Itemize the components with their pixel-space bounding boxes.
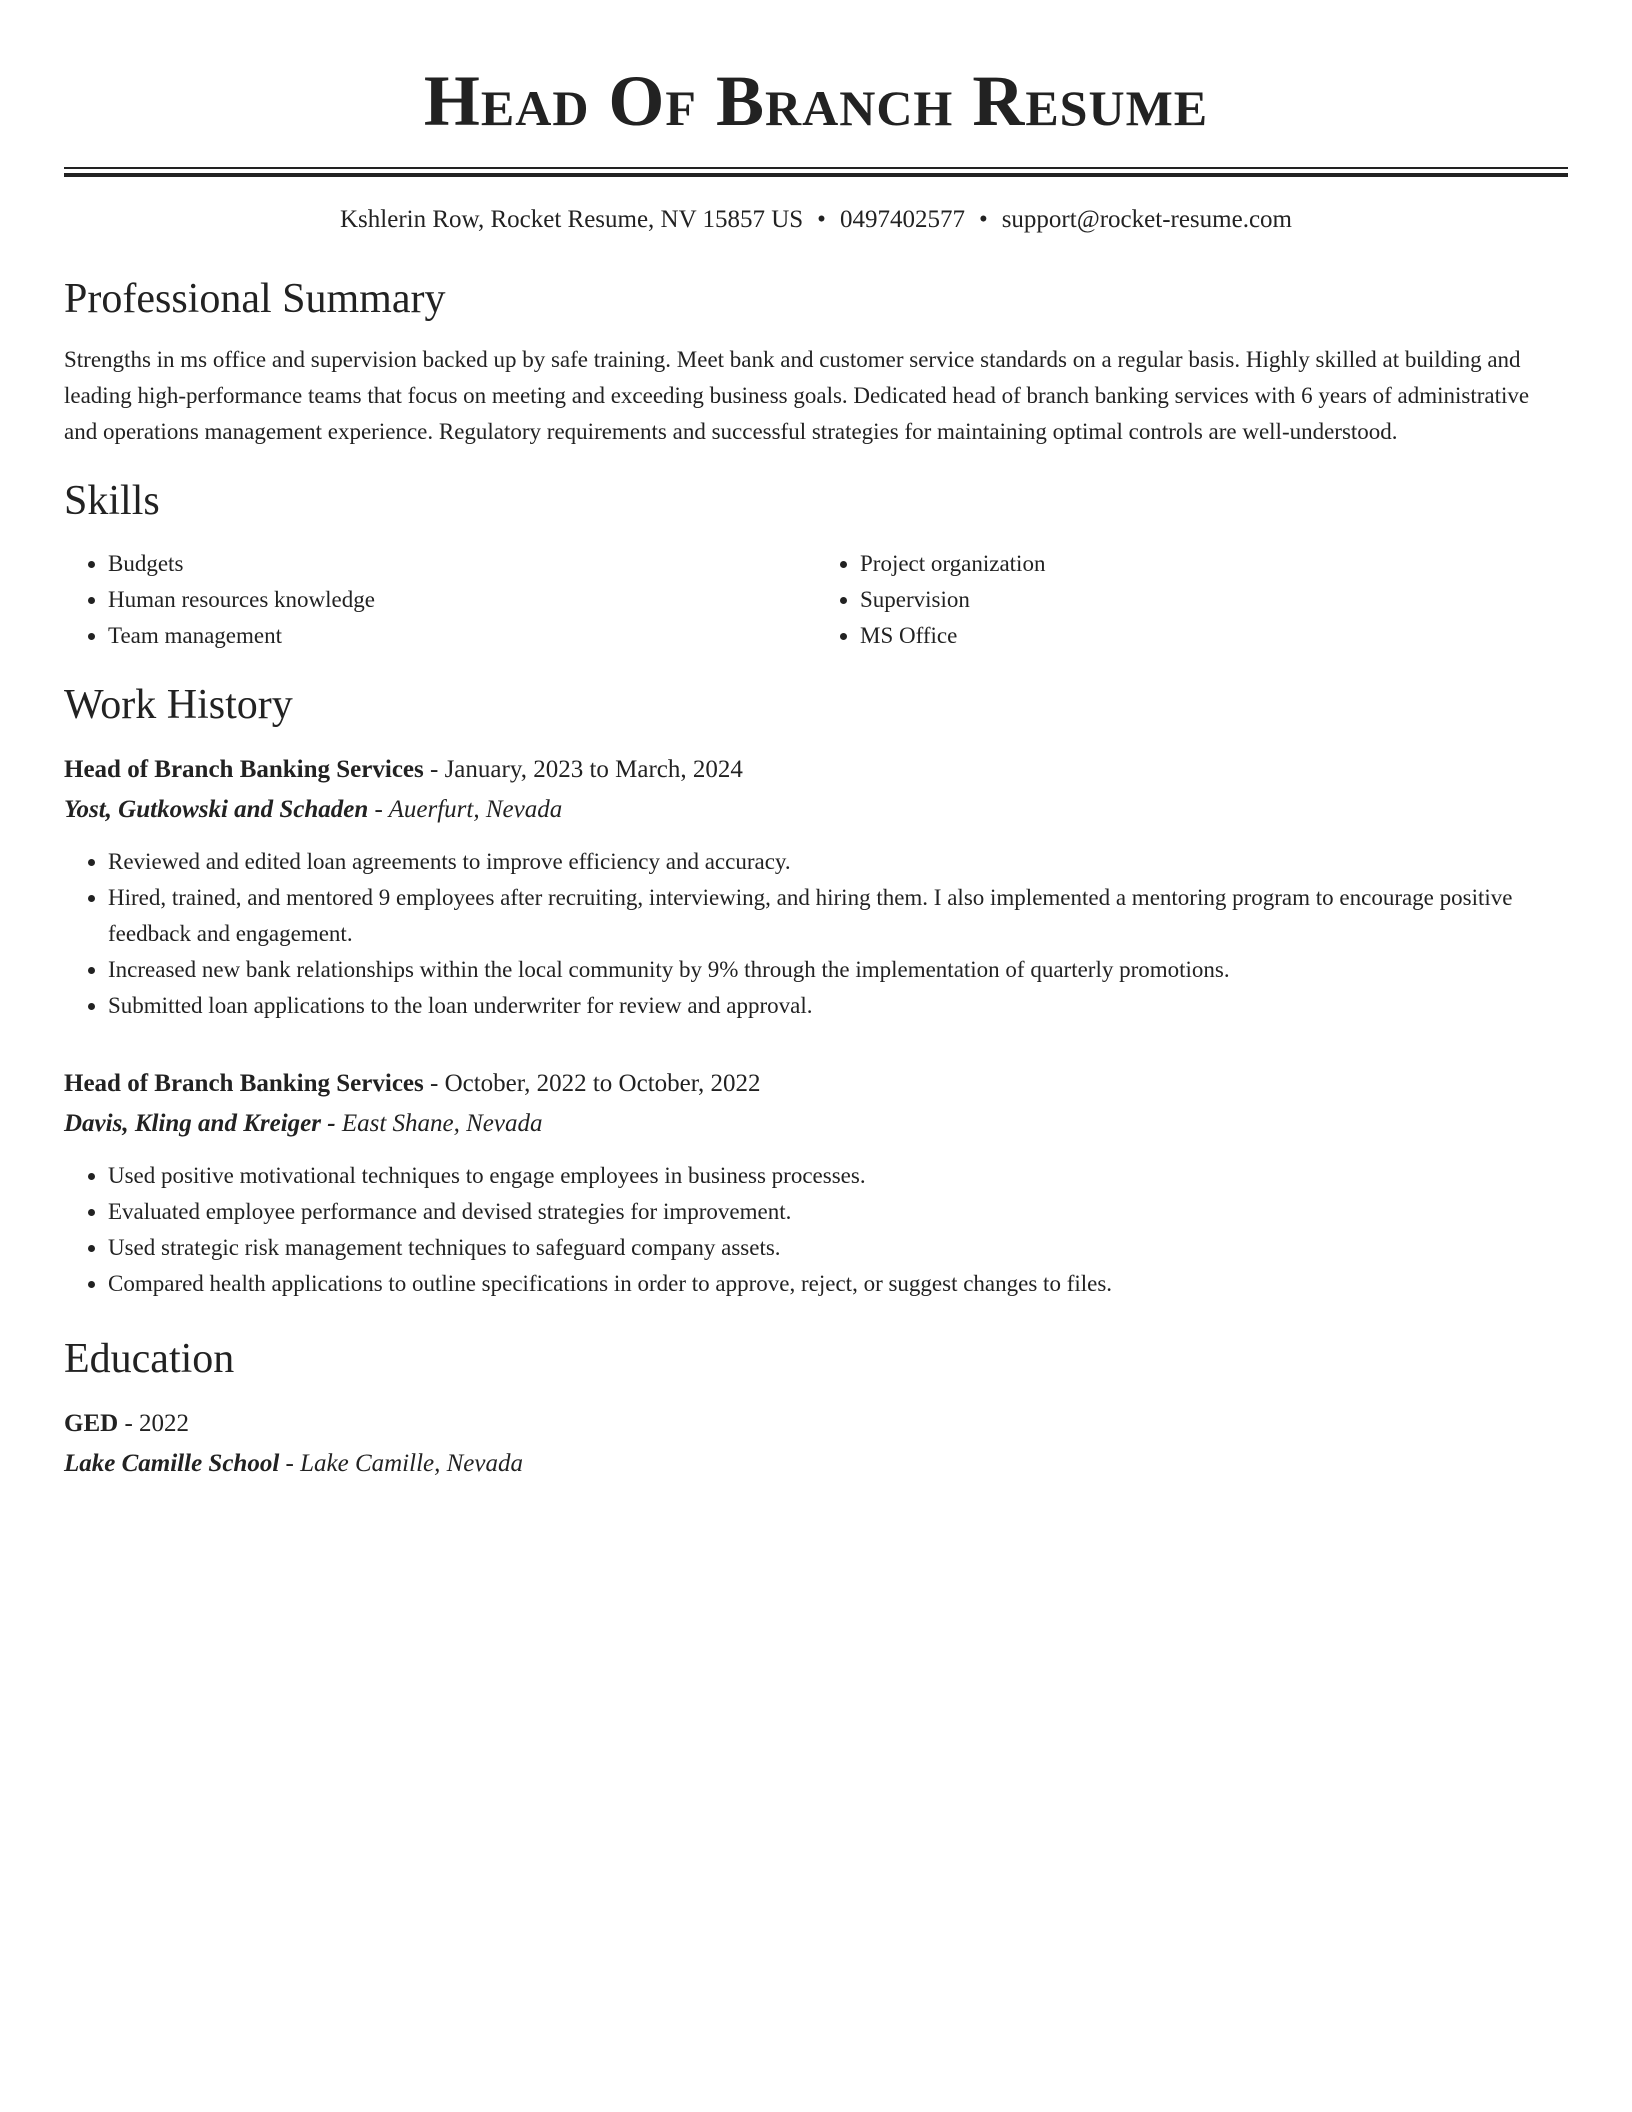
education-heading: Education — [64, 1336, 235, 1382]
skill-item: • Project organization — [860, 546, 1568, 582]
job-employer — [64, 1106, 1568, 1142]
skills-heading: Skills — [64, 478, 160, 524]
dash: - — [374, 796, 383, 823]
job-bullet: • Evaluated employee performance and devised strategies for improvement. — [108, 1194, 1568, 1230]
dash: - — [285, 1450, 294, 1477]
skill-item: • Supervision — [860, 582, 1568, 618]
job-bullet: • Used strategic risk management techniques to safeguard company assets. — [108, 1230, 1568, 1266]
job-bullet: • Submitted loan applications to the loan underwriter for review and approval. — [108, 988, 1568, 1024]
summary-text: Strengths in ms office and supervision backed up by safe training. Meet bank and customer service standards on a regular basis. Highly skilled at building and leading high-performance teams that focus on meeting and exceeding business goals. Dedicated head of branch banking services with 6 years of administrative and operations management experience. Regulatory requirements and successful strategies for maintaining optimal controls are well-understood. — [64, 347, 1530, 444]
job-bullet: • Hired, trained, and mentored 9 employees after recruiting, interviewing, and hiring them. I also implemented a mentoring program to encourage positive feedback and engagement. — [108, 880, 1568, 952]
skill-item: • Team management — [108, 618, 816, 654]
title-divider — [64, 167, 1568, 177]
contact-separator: • — [978, 206, 988, 233]
job-bullets — [64, 1158, 1568, 1302]
job-bullet: • Reviewed and edited loan agreements to improve efficiency and accuracy. — [108, 844, 1568, 880]
resume-title: Head Of Branch Resume — [423, 61, 1209, 141]
contact-separator: • — [817, 206, 826, 233]
education-degree-line — [64, 1406, 1568, 1442]
education-school-line — [64, 1446, 1568, 1482]
job-entry — [64, 1066, 1568, 1302]
skill-item: • MS Office — [860, 618, 1568, 654]
work-history-heading: Work History — [64, 682, 293, 728]
contact-line — [64, 203, 1568, 237]
job-entry — [64, 752, 1568, 1024]
job-bullets — [64, 844, 1568, 1024]
contact-address: Kshlerin Row, Rocket Resume, NV 15857 US — [340, 206, 804, 233]
dash: - — [124, 1410, 133, 1437]
skill-item: • Human resources knowledge — [108, 582, 816, 618]
job-dates: October, 2022 to October, 2022 — [444, 1070, 761, 1097]
job-bullet: • Used positive motivational techniques to engage employees in business processes. — [108, 1158, 1568, 1194]
job-header — [64, 1066, 1568, 1102]
job-bullet: • Compared health applications to outline specifications in order to approve, reject, or suggest changes to files. — [108, 1266, 1568, 1302]
education-entry — [64, 1406, 1568, 1482]
education-school: Lake Camille School — [64, 1450, 280, 1477]
education-year: 2022 — [139, 1410, 190, 1437]
job-company: Davis, Kling and Kreiger — [64, 1110, 321, 1137]
skills-column-left — [64, 546, 816, 654]
skills-list — [64, 546, 1568, 654]
summary-heading: Professional Summary — [64, 276, 446, 322]
job-location: Auerfurt, Nevada — [388, 796, 563, 823]
job-bullet: • Increased new bank relationships within the local community by 9% through the implementation of quarterly promotions. — [108, 952, 1568, 988]
job-company: Yost, Gutkowski and Schaden — [64, 796, 369, 823]
dash: - — [430, 756, 439, 783]
job-dates: January, 2023 to March, 2024 — [444, 756, 743, 783]
skills-column-right — [816, 546, 1568, 654]
education-location: Lake Camille, Nevada — [300, 1450, 523, 1477]
job-header — [64, 752, 1568, 788]
contact-email: support@rocket-resume.com — [1001, 206, 1292, 233]
dash: - — [327, 1110, 336, 1137]
job-employer — [64, 792, 1568, 828]
job-location: East Shane, Nevada — [341, 1110, 543, 1137]
skill-item: • Budgets — [108, 546, 816, 582]
dash: - — [430, 1070, 439, 1097]
job-title: Head of Branch Banking Services — [64, 1070, 424, 1097]
contact-phone: 0497402577 — [839, 206, 965, 233]
job-title: Head of Branch Banking Services — [64, 756, 424, 783]
education-degree: GED — [64, 1410, 119, 1437]
